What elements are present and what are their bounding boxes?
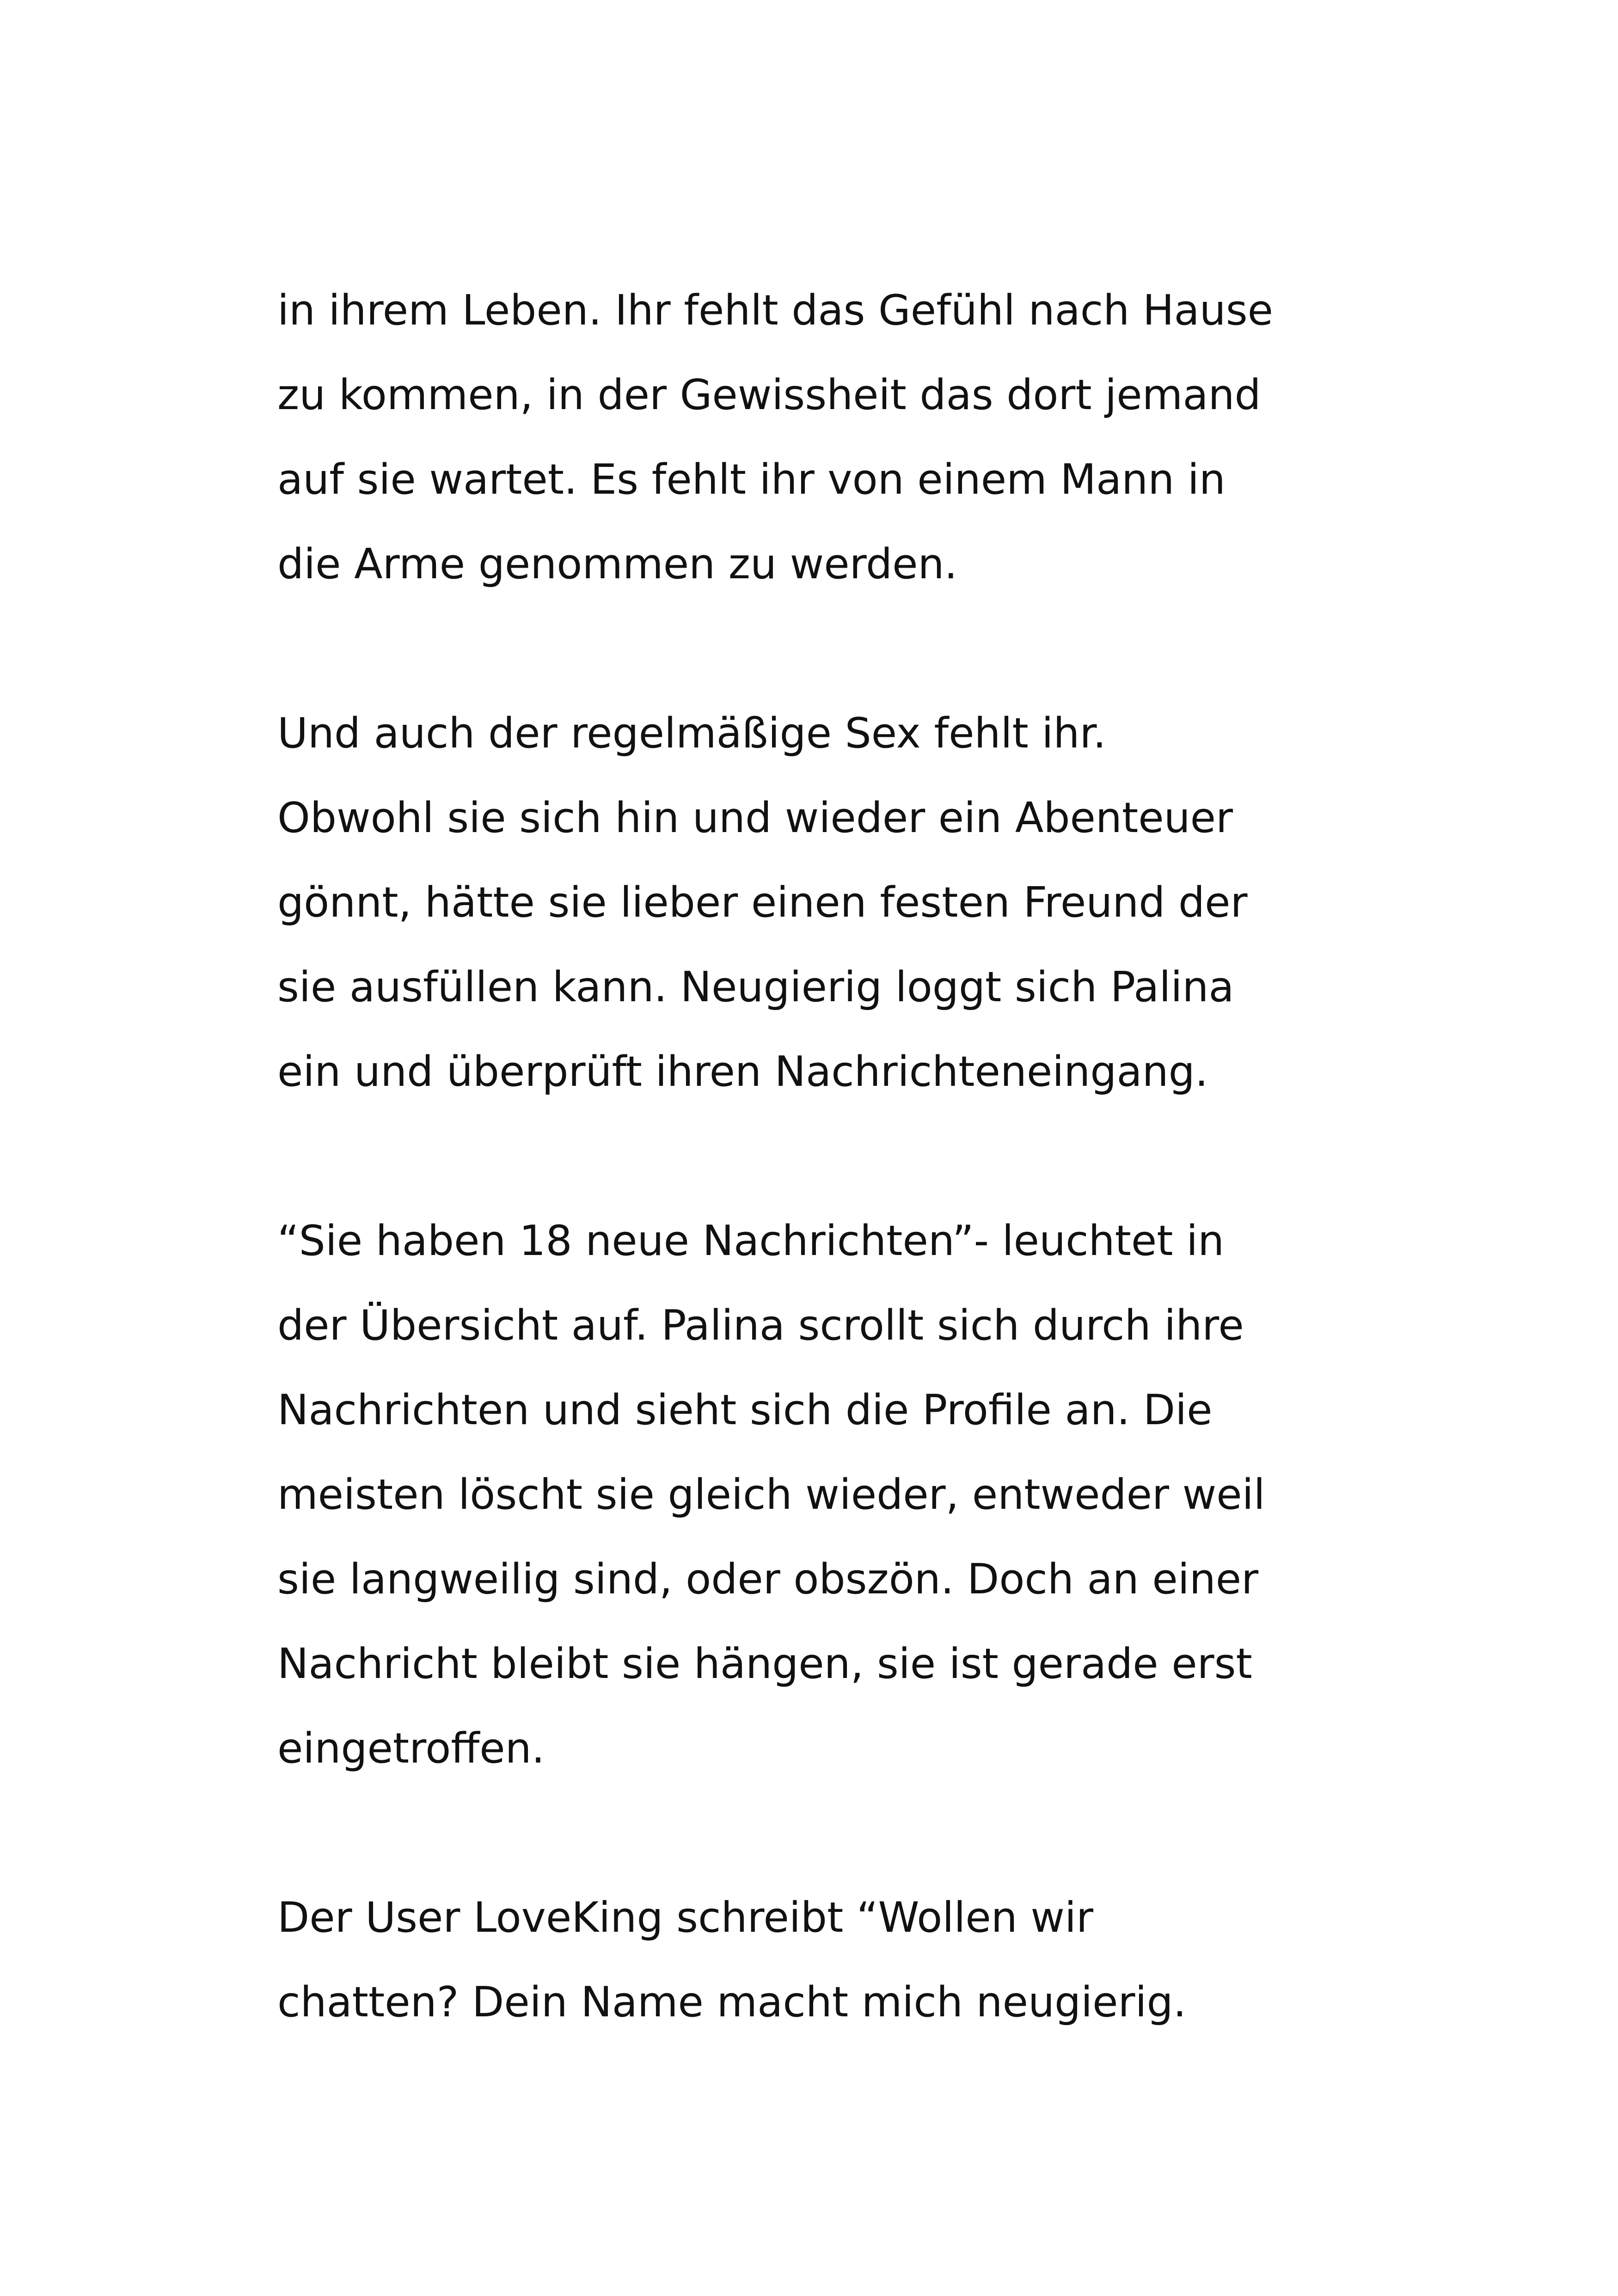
text-line: eingetroffen. [277,1724,545,1773]
paragraph-3 [277,1199,1433,1791]
text-line: Obwohl sie sich hin und wieder ein Abenteuer [277,794,1233,842]
paragraph-1 [277,268,1433,606]
text-line: zu kommen, in der Gewissheit das dort jemand [277,371,1261,419]
text-line: gönnt, hätte sie lieber einen festen Freund der [277,878,1248,927]
text-line: Nachrichten und sieht sich die Profile an. Die [277,1386,1213,1434]
paragraph-2 [277,691,1433,1114]
text-line: auf sie wartet. Es fehlt ihr von einem Mann in [277,455,1226,504]
text-line: in ihrem Leben. Ihr fehlt das Gefühl nach Hause [277,286,1273,335]
text-line: chatten? Dein Name macht mich neugierig. [277,1978,1187,2027]
paragraph-4 [277,1875,1433,2045]
text-line: Und auch der regelmäßige Sex fehlt ihr. [277,709,1106,758]
text-line: meisten löscht sie gleich wieder, entweder weil [277,1470,1265,1519]
text-line: “Sie haben 18 neue Nachrichten”- leuchtet in [277,1217,1225,1265]
text-line: Nachricht bleibt sie hängen, sie ist gerade erst [277,1640,1252,1688]
text-line: Der User LoveKing schreibt “Wollen wir [277,1893,1093,1942]
text-line: sie langweilig sind, oder obszön. Doch an einer [277,1555,1259,1604]
text-line: der Übersicht auf. Palina scrollt sich durch ihre [277,1301,1244,1350]
body-text [277,268,1433,2045]
text-line: die Arme genommen zu werden. [277,540,958,588]
text-line: ein und überprüft ihren Nachrichteneingang. [277,1047,1208,1096]
text-line: sie ausfüllen kann. Neugierig loggt sich Palina [277,963,1234,1011]
